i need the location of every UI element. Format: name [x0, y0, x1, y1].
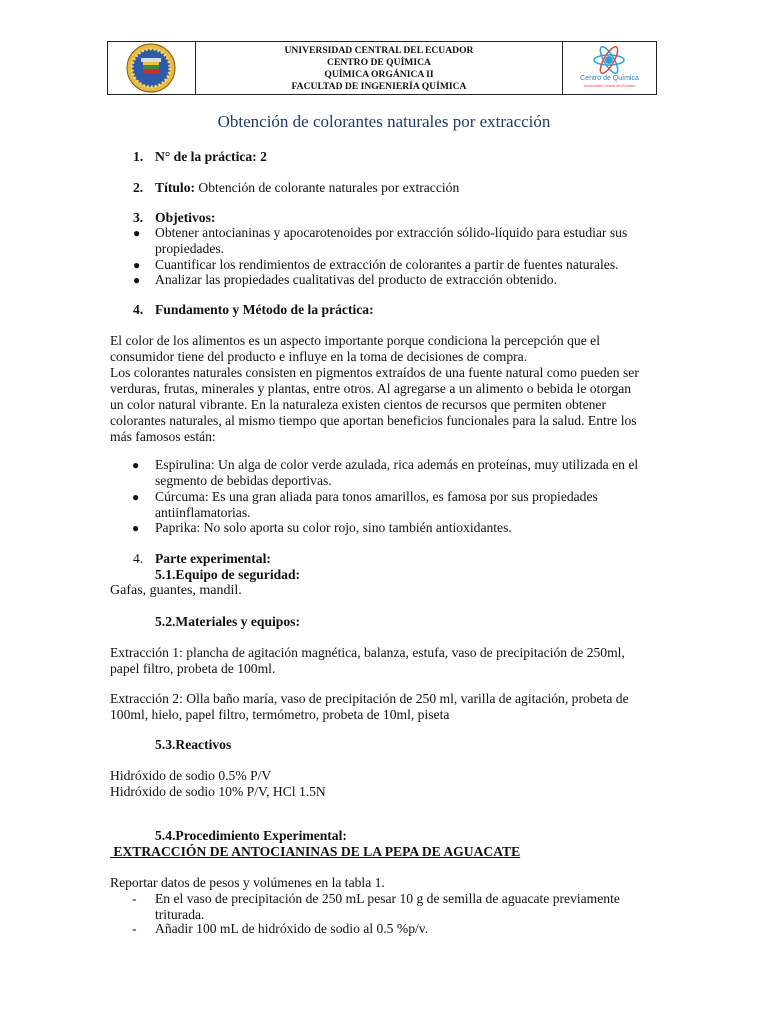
section-5-2-label: 5.2.Materiales y equipos: — [155, 614, 300, 629]
materials-line-1: Extracción 1: plancha de agitación magnética, balanza, estufa, vaso de precipitación de 250ml, — [110, 645, 625, 660]
document-title: Obtención de colorantes naturales por extracción — [217, 112, 551, 131]
bullet-dot: ● — [132, 458, 140, 472]
materials-line-3: Extracción 2: Olla baño maría, vaso de precipitación de 250 ml, varilla de agitación, probeta de — [110, 691, 629, 706]
intro-line-4: verduras, frutas, minerales y plantas, entre otros. Al agregarse a un alimento o bebida le otorgan — [110, 381, 632, 396]
center-name: CENTRO DE QUÍMICA — [327, 57, 431, 68]
section-2-line — [155, 180, 459, 196]
logo-caption: Centro de Química — [580, 75, 639, 82]
university-name: UNIVERSIDAD CENTRAL DEL ECUADOR — [284, 45, 474, 56]
section-4-label: Fundamento y Método de la práctica: — [155, 302, 374, 317]
section-5-4-label: 5.4.Procedimiento Experimental: — [155, 828, 347, 843]
bullet-dot: ● — [133, 258, 141, 272]
objective-2: Cuantificar los rendimientos de extracción de colorantes a partir de fuentes naturales. — [155, 257, 619, 272]
logo-subcaption: Universidad Central del Ecuador — [583, 84, 636, 88]
section-2-number: 2. — [133, 180, 144, 195]
intro-line-5: un color natural vibrante. En la naturaleza existen cientos de recursos que permiten obtener — [110, 397, 606, 412]
section-4-number: 4. — [133, 302, 144, 317]
header-table — [107, 41, 657, 95]
procedure-step-2: Añadir 100 mL de hidróxido de sodio al 0.5 %p/v. — [155, 921, 429, 936]
bullet-dot: ● — [133, 273, 141, 287]
section-5-1-text: Gafas, guantes, mandil. — [110, 583, 242, 598]
university-seal-logo — [108, 42, 194, 94]
intro-line-2: consumidor tiene del producto e influye en la toma de decisiones de compra. — [110, 349, 528, 364]
intro-line-1: El color de los alimentos es un aspecto importante porque condiciona la percepción que el — [110, 333, 600, 348]
objective-1-cont: propiedades. — [155, 241, 225, 256]
section-2-text: Obtención de colorante naturales por extracción — [195, 180, 460, 195]
bullet-dot: ● — [133, 226, 141, 240]
materials-line-4: 100ml, hielo, papel filtro, termómetro, probeta de 10ml, piseta — [110, 707, 450, 722]
intro-line-6: colorantes naturales, al mismo tiempo que aportan beneficios funcionales para la salud. Entre los — [110, 413, 637, 428]
materials-line-2: papel filtro, probeta de 100ml. — [110, 661, 276, 676]
course-name: QUÍMICA ORGÁNICA II — [324, 69, 434, 80]
reagent-1: Hidróxido de sodio 0.5% P/V — [110, 768, 272, 783]
reagent-2: Hidróxido de sodio 10% P/V, HCl 1.5N — [110, 784, 326, 799]
section-1-text: N° de la práctica: 2 — [155, 149, 267, 164]
colorant-1-cont: segmento de bebidas deportivas. — [155, 473, 332, 488]
colorant-1: Espirulina: Un alga de color verde azulada, rica además en proteínas, muy utilizada en el — [155, 457, 639, 472]
colorant-2-cont: antiinflamatorias. — [155, 505, 251, 520]
bullet-dot: ● — [132, 521, 140, 535]
intro-line-7: más famosos están: — [110, 429, 216, 444]
faculty-name: FACULTAD DE INGENIERÍA QUÍMICA — [291, 81, 467, 92]
university-seal-cell — [108, 42, 196, 94]
chemistry-center-logo-cell — [562, 42, 656, 94]
colorant-3: Paprika: No solo aporta su color rojo, sino también antioxidantes. — [155, 520, 512, 535]
objective-3: Analizar las propiedades cualitativas del producto de extracción obtenido. — [155, 272, 557, 287]
header-text — [196, 45, 562, 93]
section-3-number: 3. — [133, 210, 144, 225]
procedure-step-1-cont: triturada. — [155, 907, 205, 922]
section-4b-label: Parte experimental: — [155, 551, 271, 566]
section-5-3-label: 5.3.Reactivos — [155, 737, 232, 752]
intro-line-3: Los colorantes naturales consisten en pigmentos extraídos de una fuente natural como pueden ser — [110, 365, 639, 380]
procedure-step-1: En el vaso de precipitación de 250 mL pesar 10 g de semilla de aguacate previamente — [155, 891, 620, 906]
bullet-dot: ● — [132, 490, 140, 504]
dash-marker: - — [132, 891, 137, 906]
section-2-label: Título: — [155, 180, 196, 195]
colorant-2: Cúrcuma: Es una gran aliada para tonos amarillos, es famosa por sus propiedades — [155, 489, 598, 504]
section-1-number: 1. — [133, 149, 144, 164]
section-4b-number: 4. — [133, 551, 144, 566]
objective-1: Obtener antocianinas y apocarotenoides por extracción sólido-líquido para estudiar sus — [155, 225, 628, 240]
section-3-label: Objetivos: — [155, 210, 216, 225]
section-5-1-label: 5.1.Equipo de seguridad: — [155, 567, 301, 582]
procedure-intro: Reportar datos de pesos y volúmenes en la tabla 1. — [110, 875, 385, 890]
procedure-subtitle: EXTRACCIÓN DE ANTOCIANINAS DE LA PEPA DE AGUACATE — [110, 844, 521, 859]
dash-marker: - — [132, 921, 137, 936]
